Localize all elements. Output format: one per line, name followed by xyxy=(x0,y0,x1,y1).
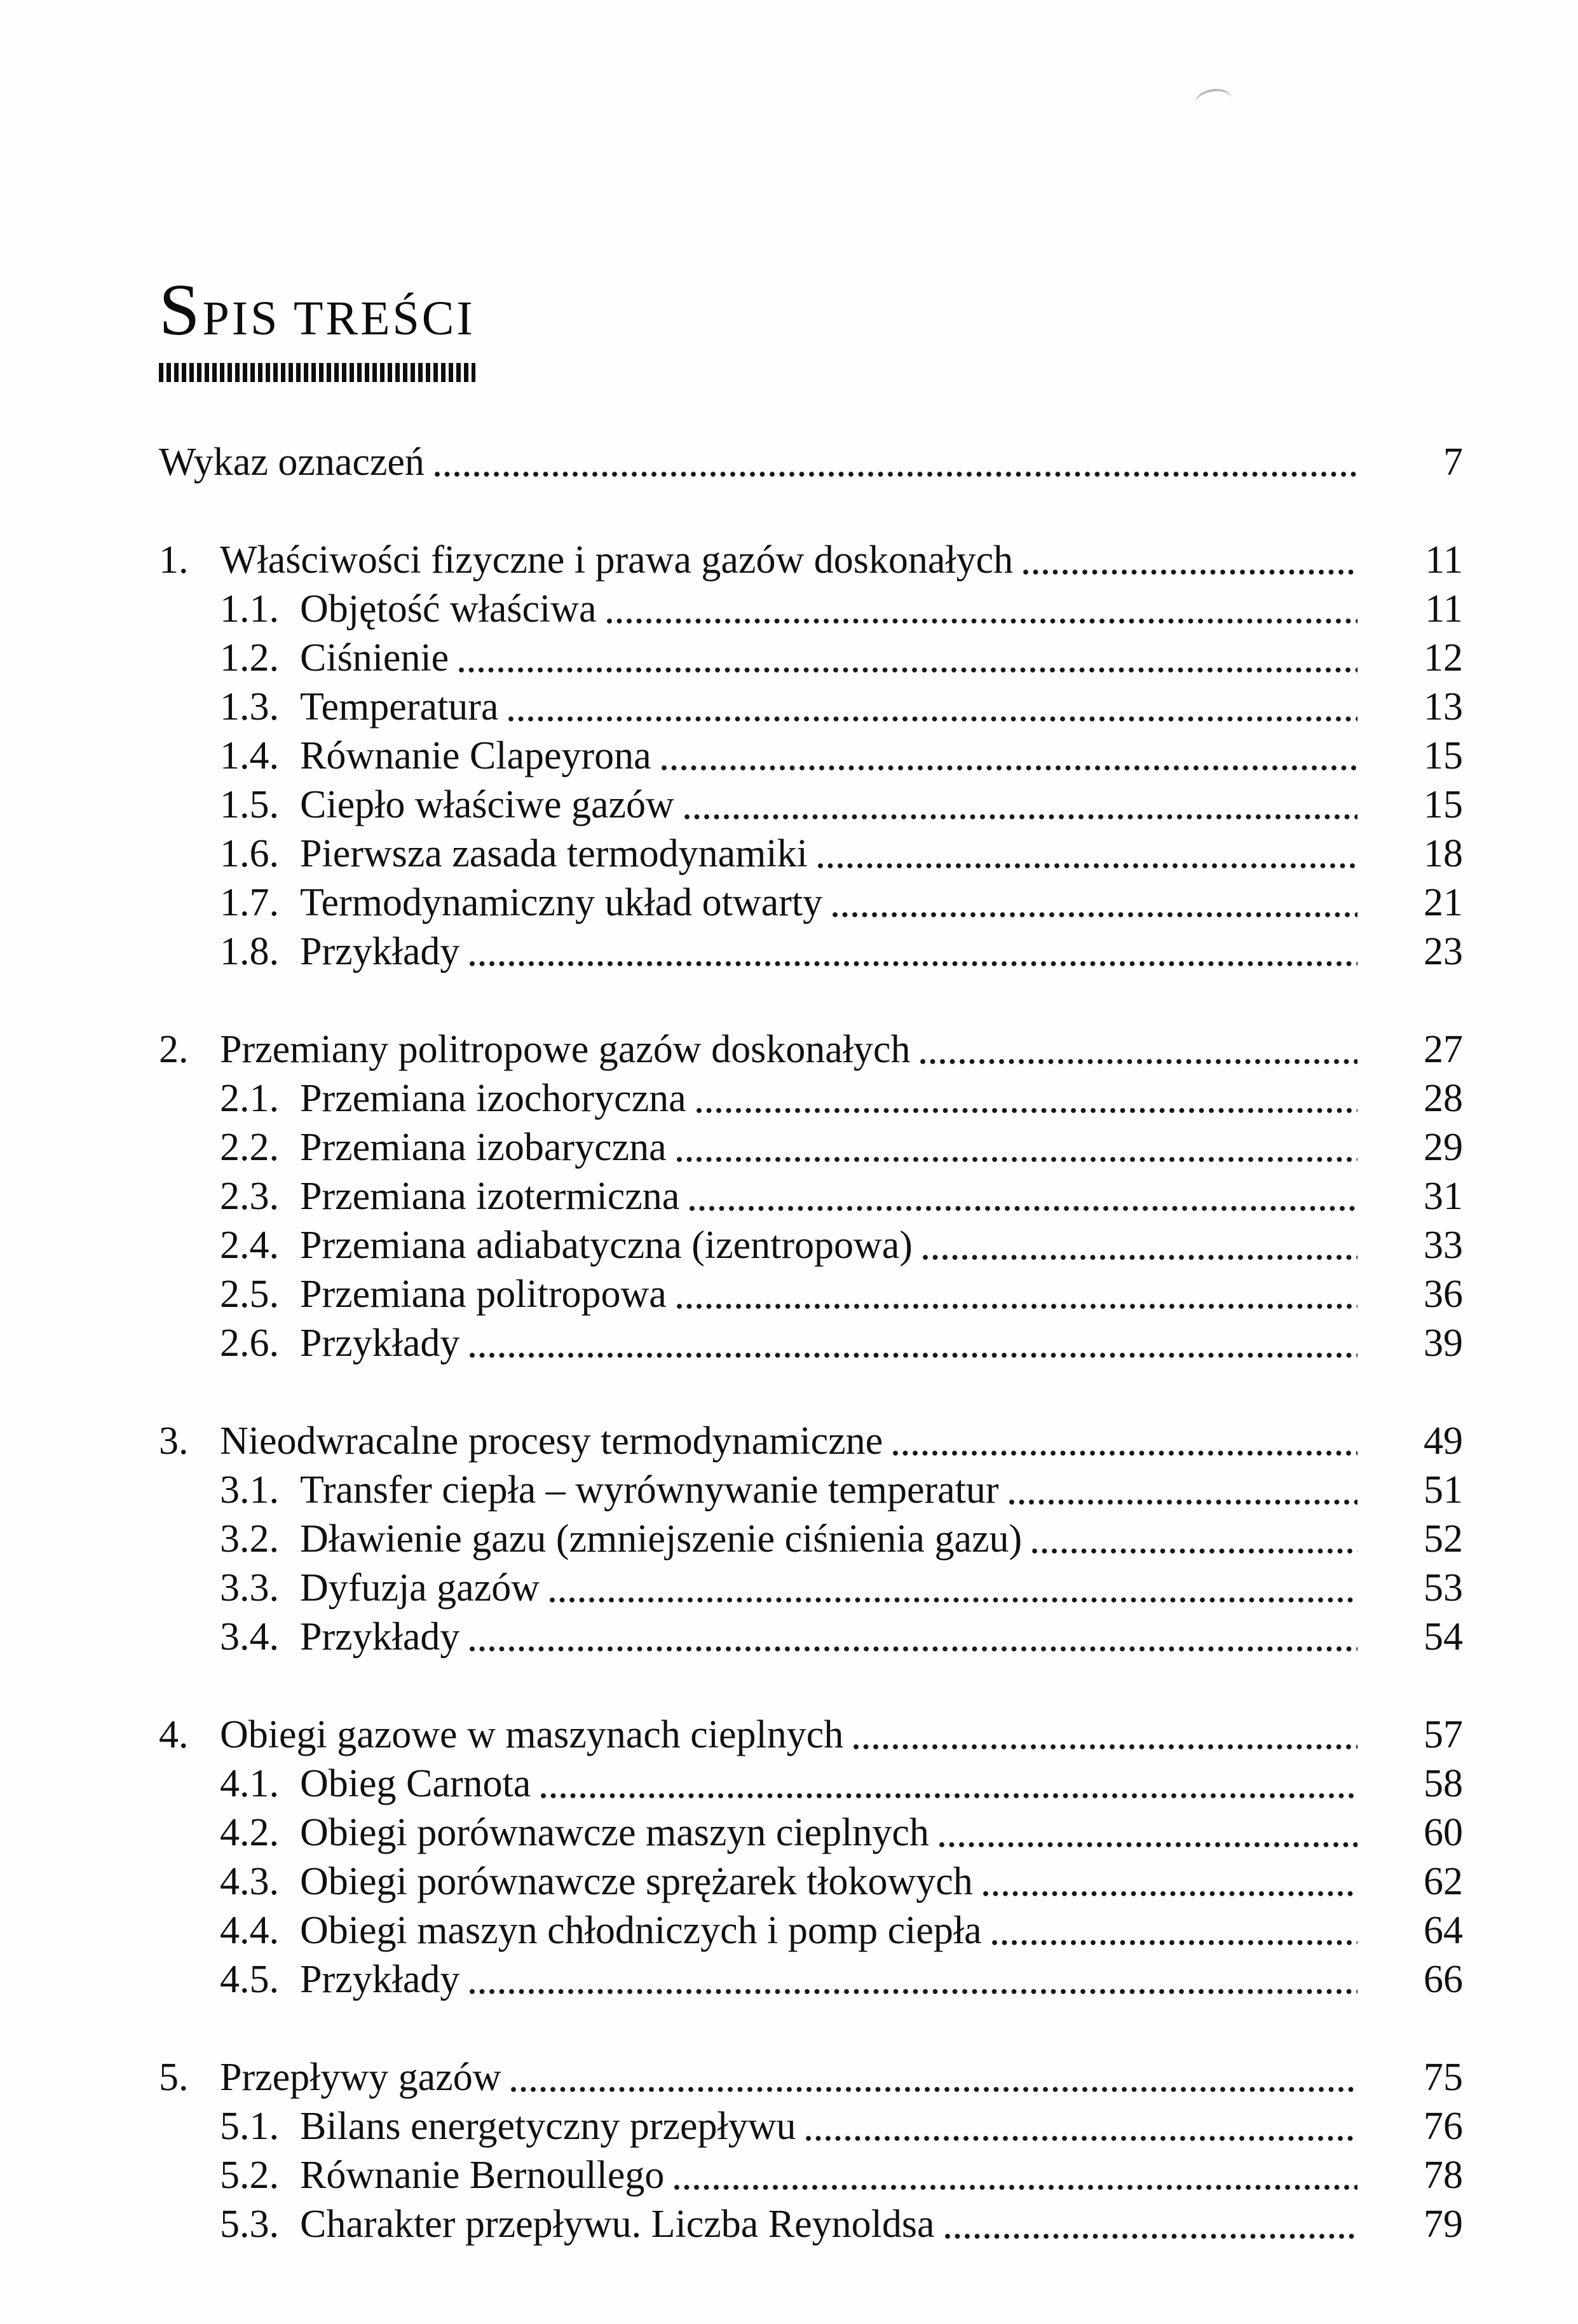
entry-page-number: 76 xyxy=(1424,2105,1463,2148)
entry-title: Pierwsza zasada termodynamiki xyxy=(300,832,808,875)
entry-page-number: 23 xyxy=(1424,930,1463,973)
toc-entry xyxy=(159,1172,1463,1221)
entry-number: 4.1. xyxy=(220,1762,279,1805)
entry-title: Właściwości fizyczne i prawa gazów doskonałych xyxy=(220,538,1014,582)
dot-leader xyxy=(673,2184,1357,2192)
entry-page-number: 51 xyxy=(1424,1468,1463,1512)
dot-leader xyxy=(468,960,1357,968)
entry-title: Przemiana izochoryczna xyxy=(300,1077,686,1120)
dot-leader xyxy=(458,666,1357,674)
dot-leader xyxy=(468,1988,1357,1996)
entry-title: Temperatura xyxy=(300,685,499,728)
entry-page-number: 52 xyxy=(1424,1517,1463,1561)
decorative-striped-rule xyxy=(159,363,475,382)
toc-entry xyxy=(159,732,1463,781)
entry-number: 1.4. xyxy=(220,734,279,777)
entry-title: Przepływy gazów xyxy=(220,2056,501,2099)
entry-page-number: 78 xyxy=(1424,2154,1463,2197)
toc-entry xyxy=(159,927,1463,976)
toc-entry xyxy=(159,536,1463,585)
dot-leader xyxy=(695,1107,1357,1115)
entry-title: Charakter przepływu. Liczba Reynoldsa xyxy=(300,2203,935,2246)
toc-entry xyxy=(159,2102,1463,2151)
entry-page-number: 39 xyxy=(1424,1322,1463,1365)
entry-title: Ciśnienie xyxy=(300,636,449,680)
dot-leader xyxy=(433,470,1357,479)
title-initial-letter: S xyxy=(159,270,203,351)
entry-page-number: 29 xyxy=(1424,1126,1463,1169)
entry-page-number: 13 xyxy=(1424,685,1463,728)
entry-number: 2.4. xyxy=(220,1224,279,1267)
entry-page-number: 11 xyxy=(1425,587,1463,631)
entry-page-number: 15 xyxy=(1424,783,1463,826)
entry-page-number: 54 xyxy=(1424,1615,1463,1658)
entry-title: Obiegi maszyn chłodniczych i pomp ciepła xyxy=(300,1909,982,1952)
entry-number: 4. xyxy=(159,1713,189,1756)
entry-number: 3.3. xyxy=(220,1566,279,1610)
dot-leader xyxy=(831,911,1357,919)
dot-leader xyxy=(660,764,1357,772)
entry-page-number: 53 xyxy=(1424,1566,1463,1610)
title-rest: PIS TREŚCI xyxy=(202,292,475,345)
dot-leader xyxy=(892,1449,1357,1458)
entry-page-number: 12 xyxy=(1424,636,1463,680)
entry-page-number: 75 xyxy=(1424,2056,1463,2099)
dot-leader xyxy=(922,1254,1357,1262)
page-title xyxy=(159,270,475,351)
page-content xyxy=(159,270,1463,2249)
toc-entry xyxy=(159,1221,1463,1270)
entry-title: Dławienie gazu (zmniejszenie ciśnienia gazu) xyxy=(300,1517,1023,1561)
toc-entry xyxy=(159,1711,1463,1760)
entry-number: 1.2. xyxy=(220,636,279,680)
entry-title: Obiegi porównawcze maszyn cieplnych xyxy=(300,1811,929,1854)
entry-title: Równanie Clapeyrona xyxy=(300,734,651,777)
dot-leader xyxy=(805,2135,1357,2143)
dot-leader xyxy=(944,2232,1357,2241)
entry-page-number: 66 xyxy=(1424,1958,1463,2001)
entry-page-number: 62 xyxy=(1424,1860,1463,1903)
entry-number: 2.3. xyxy=(220,1175,279,1218)
dot-leader xyxy=(852,1743,1357,1751)
toc-entry xyxy=(159,683,1463,732)
entry-title: Przemiana izotermiczna xyxy=(300,1175,680,1218)
entry-title: Przemiana izobaryczna xyxy=(300,1126,667,1169)
entry-page-number: 58 xyxy=(1424,1762,1463,1805)
entry-page-number: 15 xyxy=(1424,734,1463,777)
toc-entry xyxy=(159,1515,1463,1564)
toc-entry xyxy=(159,1760,1463,1808)
entry-number: 2.5. xyxy=(220,1273,279,1316)
toc-entry xyxy=(159,1123,1463,1172)
toc-entry xyxy=(159,1417,1463,1466)
entry-title: Objętość właściwa xyxy=(300,587,597,631)
toc-entry xyxy=(159,1613,1463,1662)
entry-number: 4.5. xyxy=(220,1958,279,2001)
toc-entry xyxy=(159,1025,1463,1074)
toc-entry xyxy=(159,2053,1463,2102)
entry-number: 1.8. xyxy=(220,930,279,973)
dot-leader xyxy=(676,1302,1357,1311)
entry-page-number: 36 xyxy=(1424,1273,1463,1316)
entry-number: 5. xyxy=(159,2056,189,2099)
toc-entry xyxy=(159,830,1463,878)
entry-title: Przykłady xyxy=(300,1615,460,1658)
dot-leader xyxy=(991,1939,1357,1947)
toc-entry xyxy=(159,1857,1463,1906)
entry-page-number: 18 xyxy=(1424,832,1463,875)
entry-title: Obiegi gazowe w maszynach cieplnych xyxy=(220,1713,844,1756)
entry-page-number: 33 xyxy=(1424,1224,1463,1267)
entry-title: Przemiany politropowe gazów doskonałych xyxy=(220,1028,911,1071)
entry-title: Dyfuzja gazów xyxy=(300,1566,540,1610)
entry-page-number: 57 xyxy=(1424,1713,1463,1756)
entry-title: Bilans energetyczny przepływu xyxy=(300,2105,796,2148)
entry-title: Równanie Bernoullego xyxy=(300,2154,665,2197)
entry-number: 3.4. xyxy=(220,1615,279,1658)
dot-leader xyxy=(468,1645,1357,1653)
toc-entry xyxy=(159,438,1463,487)
entry-number: 1.5. xyxy=(220,783,279,826)
dot-leader xyxy=(676,1156,1357,1164)
dot-leader xyxy=(606,617,1357,625)
entry-number: 1.7. xyxy=(220,881,279,924)
entry-title: Ciepło właściwe gazów xyxy=(300,783,674,826)
entry-page-number: 7 xyxy=(1443,441,1463,484)
dot-leader xyxy=(1008,1498,1357,1507)
dot-leader xyxy=(982,1890,1357,1898)
toc-entry xyxy=(159,2200,1463,2249)
entry-title: Przykłady xyxy=(300,1958,460,2001)
entry-number: 1.6. xyxy=(220,832,279,875)
entry-title: Transfer ciepła – wyrównywanie temperatur xyxy=(300,1468,999,1512)
dot-leader xyxy=(510,2086,1357,2094)
entry-number: 5.3. xyxy=(220,2203,279,2246)
title-block xyxy=(159,270,475,382)
entry-number: 5.1. xyxy=(220,2105,279,2148)
entry-number: 2.6. xyxy=(220,1322,279,1365)
entry-title: Przykłady xyxy=(300,930,460,973)
entry-page-number: 49 xyxy=(1424,1419,1463,1463)
dot-leader xyxy=(919,1058,1357,1066)
entry-number: 1.3. xyxy=(220,685,279,728)
entry-number: 2. xyxy=(159,1028,189,1071)
dot-leader xyxy=(468,1351,1357,1360)
entry-page-number: 60 xyxy=(1424,1811,1463,1854)
dot-leader xyxy=(1031,1547,1357,1555)
toc-list xyxy=(159,438,1463,2249)
toc-entry xyxy=(159,878,1463,927)
entry-number: 3.2. xyxy=(220,1517,279,1561)
entry-number: 1.1. xyxy=(220,587,279,631)
toc-entry xyxy=(159,1808,1463,1857)
entry-page-number: 64 xyxy=(1424,1909,1463,1952)
scan-artifact xyxy=(1194,86,1233,107)
entry-page-number: 21 xyxy=(1424,881,1463,924)
entry-number: 2.2. xyxy=(220,1126,279,1169)
entry-title: Przemiana adiabatyczna (izentropowa) xyxy=(300,1224,913,1267)
dot-leader xyxy=(540,1792,1357,1800)
entry-title: Przemiana politropowa xyxy=(300,1273,667,1316)
dot-leader xyxy=(507,715,1357,723)
entry-page-number: 11 xyxy=(1425,538,1463,582)
entry-number: 5.2. xyxy=(220,2154,279,2197)
entry-number: 3.1. xyxy=(220,1468,279,1512)
toc-entry xyxy=(159,1466,1463,1515)
toc-entry xyxy=(159,585,1463,634)
entry-title: Nieodwracalne procesy termodynamiczne xyxy=(220,1419,883,1463)
entry-title: Obiegi porównawcze sprężarek tłokowych xyxy=(300,1860,973,1903)
toc-entry xyxy=(159,1906,1463,1955)
entry-number: 1. xyxy=(159,538,189,582)
entry-number: 2.1. xyxy=(220,1077,279,1120)
entry-title: Przykłady xyxy=(300,1322,460,1365)
entry-title: Wykaz oznaczeń xyxy=(159,441,425,484)
dot-leader xyxy=(683,813,1357,821)
toc-entry xyxy=(159,1074,1463,1123)
entry-page-number: 79 xyxy=(1424,2203,1463,2246)
toc-entry xyxy=(159,1564,1463,1613)
toc-entry xyxy=(159,781,1463,830)
dot-leader xyxy=(1022,568,1357,577)
entry-number: 4.2. xyxy=(220,1811,279,1854)
dot-leader xyxy=(548,1596,1357,1604)
toc-entry xyxy=(159,1319,1463,1368)
entry-page-number: 27 xyxy=(1424,1028,1463,1071)
toc-entry xyxy=(159,2151,1463,2200)
entry-number: 3. xyxy=(159,1419,189,1463)
dot-leader xyxy=(938,1841,1357,1849)
entry-number: 4.3. xyxy=(220,1860,279,1903)
entry-page-number: 31 xyxy=(1424,1175,1463,1218)
entry-page-number: 28 xyxy=(1424,1077,1463,1120)
toc-entry xyxy=(159,1955,1463,2004)
entry-title: Termodynamiczny układ otwarty xyxy=(300,881,823,924)
toc-entry xyxy=(159,634,1463,683)
dot-leader xyxy=(817,862,1357,870)
toc-entry xyxy=(159,1270,1463,1319)
dot-leader xyxy=(688,1205,1357,1213)
entry-title: Obieg Carnota xyxy=(300,1762,531,1805)
entry-number: 4.4. xyxy=(220,1909,279,1952)
